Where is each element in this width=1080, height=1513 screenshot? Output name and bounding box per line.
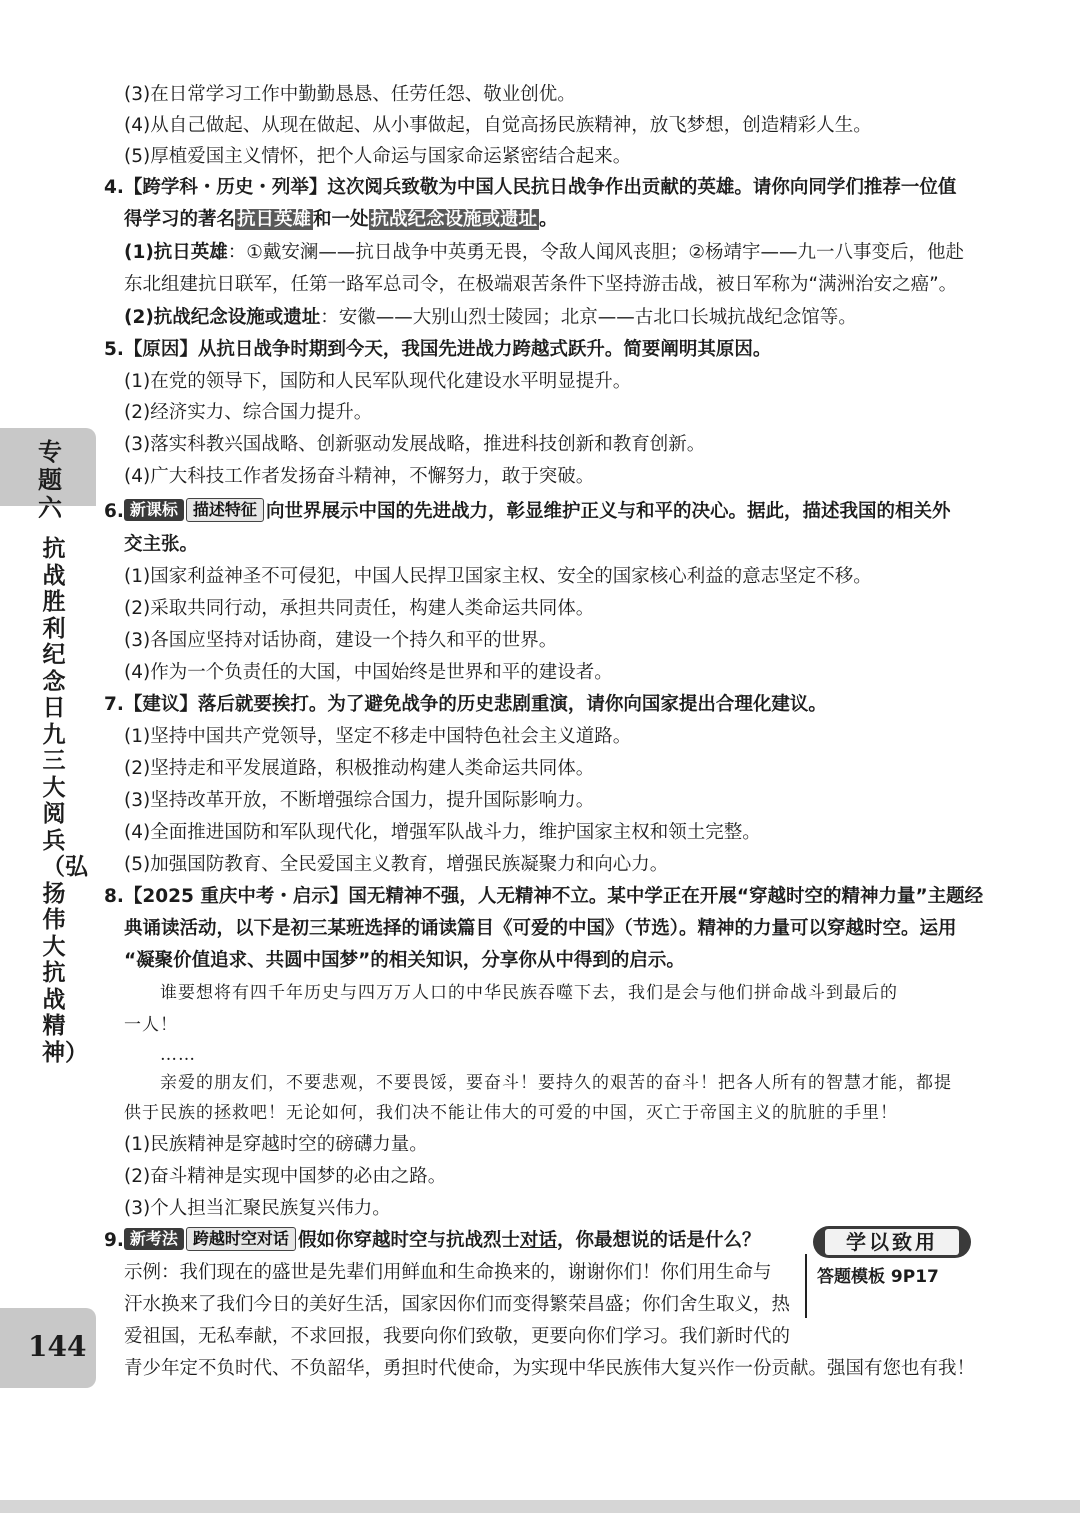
question-text: 国无精神不强，人无精神不立。某中学正在开展“穿越时空的精神力量”主题经 <box>348 886 984 907</box>
answer-label: (2)抗战纪念设施或遗址 <box>124 307 321 328</box>
answer-line: (5)加强国防教育、全民爱国主义教育，增强民族凝聚力和向心力。 <box>124 854 669 875</box>
answer-line: (3)在日常学习工作中勤勤恳恳、任劳任怨、敬业创优。 <box>124 84 576 105</box>
answer-line: (3)落实科教兴国战略、创新驱动发展战略，推进科技创新和教育创新。 <box>124 434 706 455</box>
question-number: 7. <box>104 694 124 715</box>
underlined-keyword: 对话 <box>519 1230 557 1251</box>
highlight-keyword: 抗日英雄 <box>237 209 312 230</box>
answer-text: ：安徽——大别山烈士陵园；北京——古北口长城抗战纪念馆等。 <box>320 307 857 328</box>
answer-line: (2)采取共同行动，承担共同责任，构建人类命运共同体。 <box>124 598 595 619</box>
question-tag: 【2025 重庆中考・启示】 <box>123 886 349 907</box>
new-method-tag: 新考法 <box>124 1228 184 1250</box>
excerpt-line: …… <box>160 1045 196 1065</box>
question-text: 这次阅兵致敬为中国人民抗日战争作出贡献的英雄。请你向同学们推荐一位值 <box>327 177 957 198</box>
excerpt-line: 供于民族的拯救吧！无论如何，我们决不能让伟大的可爱的中国，灭亡于帝国主义的肮脏的手里！ <box>124 1103 898 1123</box>
answer-line: 示例：我们现在的盛世是先辈们用鲜血和生命换来的，谢谢你们！你们用生命与 <box>124 1262 772 1283</box>
question-8 <box>104 882 983 912</box>
answer-line: (3)个人担当汇聚民族复兴伟力。 <box>124 1198 391 1219</box>
practice-banner <box>813 1226 971 1258</box>
question-number: 4. <box>104 177 124 198</box>
highlight-keyword: 抗战纪念设施或遗址 <box>370 209 538 230</box>
answer-line: (1)国家利益神圣不可侵犯，中国人民捍卫国家主权、安全的国家核心利益的意志坚定不移。 <box>124 566 872 587</box>
question-6 <box>104 497 950 527</box>
answer-line <box>124 303 857 333</box>
question-8-line2: 典诵读活动，以下是初三某班选择的诵读篇目《可爱的中国》（节选）。精神的力量可以穿越时空。运用 <box>124 918 957 939</box>
question-9 <box>104 1226 760 1256</box>
excerpt-line: 亲爱的朋友们，不要悲观，不要畏馁，要奋斗！要持久的艰苦的奋斗！把各人所有的智慧才能，都提 <box>160 1073 952 1093</box>
answer-line: (2)奋斗精神是实现中国梦的必由之路。 <box>124 1166 447 1187</box>
question-number: 9. <box>104 1230 124 1251</box>
practice-box <box>803 1226 981 1318</box>
question-tag: 【跨学科・历史・列举】 <box>123 177 328 198</box>
new-standard-tag: 新课标 <box>124 499 184 521</box>
question-6-line2: 交主张。 <box>124 534 199 555</box>
question-4-line2 <box>124 205 558 235</box>
answer-text: ：①戴安澜——抗日战争中英勇无畏，令敌人闻风丧胆；②杨靖宇——九一八事变后，他赴 <box>227 242 964 263</box>
question-tag: 【原因】 <box>123 339 198 360</box>
question-text: ，你最想说的话是什么？ <box>556 1230 761 1251</box>
question-text: 从抗日战争时期到今天，我国先进战力跨越式跃升。简要阐明其原因。 <box>197 339 772 360</box>
answer-line: 青少年定不负时代、不负韶华，勇担时代使命，为实现中华民族伟大复兴作一份贡献。强国有您也有我！ <box>124 1358 976 1379</box>
answer-line: 汗水换来了我们今日的美好生活，国家因你们而变得繁荣昌盛；你们舍生取义，热 <box>124 1294 791 1315</box>
answer-line: (4)从自己做起、从现在做起、从小事做起，自觉高扬民族精神，放飞梦想，创造精彩人生。 <box>124 115 872 136</box>
question-8-line3: “凝聚价值追求、共圆中国梦”的相关知识，分享你从中得到的启示。 <box>124 950 685 971</box>
answer-line: (4)全面推进国防和军队现代化，增强军队战斗力，维护国家主权和领土完整。 <box>124 822 761 843</box>
question-text: 向世界展示中国的先进战力，彰显维护正义与和平的决心。据此，描述我国的相关外 <box>265 501 951 522</box>
answer-line: (5)厚植爱国主义情怀，把个人命运与国家命运紧密结合起来。 <box>124 146 632 167</box>
page-number-tab <box>0 1308 96 1388</box>
answer-line: (2)经济实力、综合国力提升。 <box>124 402 373 423</box>
answer-line: 东北组建抗日联军，任第一路军总司令，在极端艰苦条件下坚持游击战，被日军称为“满洲治安之癌”。 <box>124 274 958 295</box>
topic-label: 专题六 <box>38 438 62 522</box>
question-number: 5. <box>104 339 124 360</box>
topic-subtitle: 抗战胜利纪念日九三大阅兵（弘扬伟大抗战精神） <box>42 536 88 1066</box>
answer-line: 爱祖国，无私奉献，不求回报，我要向你们致敬，更要向你们学习。我们新时代的 <box>124 1326 791 1347</box>
answer-line: (1)在党的领导下，国防和人民军队现代化建设水平明显提升。 <box>124 371 632 392</box>
question-5 <box>104 335 771 365</box>
answer-line: (3)各国应坚持对话协商，建设一个持久和平的世界。 <box>124 630 558 651</box>
answer-line: (2)坚持走和平发展道路，积极推动构建人类命运共同体。 <box>124 758 595 779</box>
question-number: 6. <box>104 501 124 522</box>
question-text: 得学习的著名 <box>124 209 236 230</box>
excerpt-line: 谁要想将有四千年历史与四万万人口的中华民族吞噬下去，我们是会与他们拼命战斗到最后的 <box>160 983 898 1003</box>
answer-line: (3)坚持改革开放，不断增强综合国力，提升国际影响力。 <box>124 790 595 811</box>
box-divider <box>805 1254 807 1318</box>
skill-tag: 描述特征 <box>186 498 264 522</box>
question-text: 假如你穿越时空与抗战烈士 <box>297 1230 520 1251</box>
answer-label: (1)抗日英雄 <box>124 242 228 263</box>
question-number: 8. <box>104 886 124 907</box>
answer-line: (4)广大科技工作者发扬奋斗精神，不懈努力，敢于突破。 <box>124 466 595 487</box>
answer-line: (1)坚持中国共产党领导，坚定不移走中国特色社会主义道路。 <box>124 726 632 747</box>
question-7 <box>104 690 827 720</box>
page-bottom-edge <box>0 1500 1080 1513</box>
template-reference: 答题模板 9P17 <box>817 1267 939 1287</box>
chapter-tab <box>0 428 96 522</box>
answer-line: (1)民族精神是穿越时空的磅礴力量。 <box>124 1134 428 1155</box>
question-text: 落后就要挨打。为了避免战争的历史悲剧重演，请你向国家提出合理化建议。 <box>197 694 827 715</box>
page-number: 144 <box>28 1330 87 1363</box>
question-text: 。 <box>539 209 558 230</box>
question-tag: 【建议】 <box>123 694 198 715</box>
question-4 <box>104 173 956 203</box>
skill-tag: 跨越时空对话 <box>186 1227 296 1251</box>
question-text: 和一处 <box>313 209 369 230</box>
excerpt-line: 一人！ <box>124 1015 178 1035</box>
answer-line <box>124 238 964 268</box>
answer-line: (4)作为一个负责任的大国，中国始终是世界和平的建设者。 <box>124 662 613 683</box>
practice-title: 学以致用 <box>825 1229 959 1255</box>
chapter-sidebar <box>0 428 96 1388</box>
